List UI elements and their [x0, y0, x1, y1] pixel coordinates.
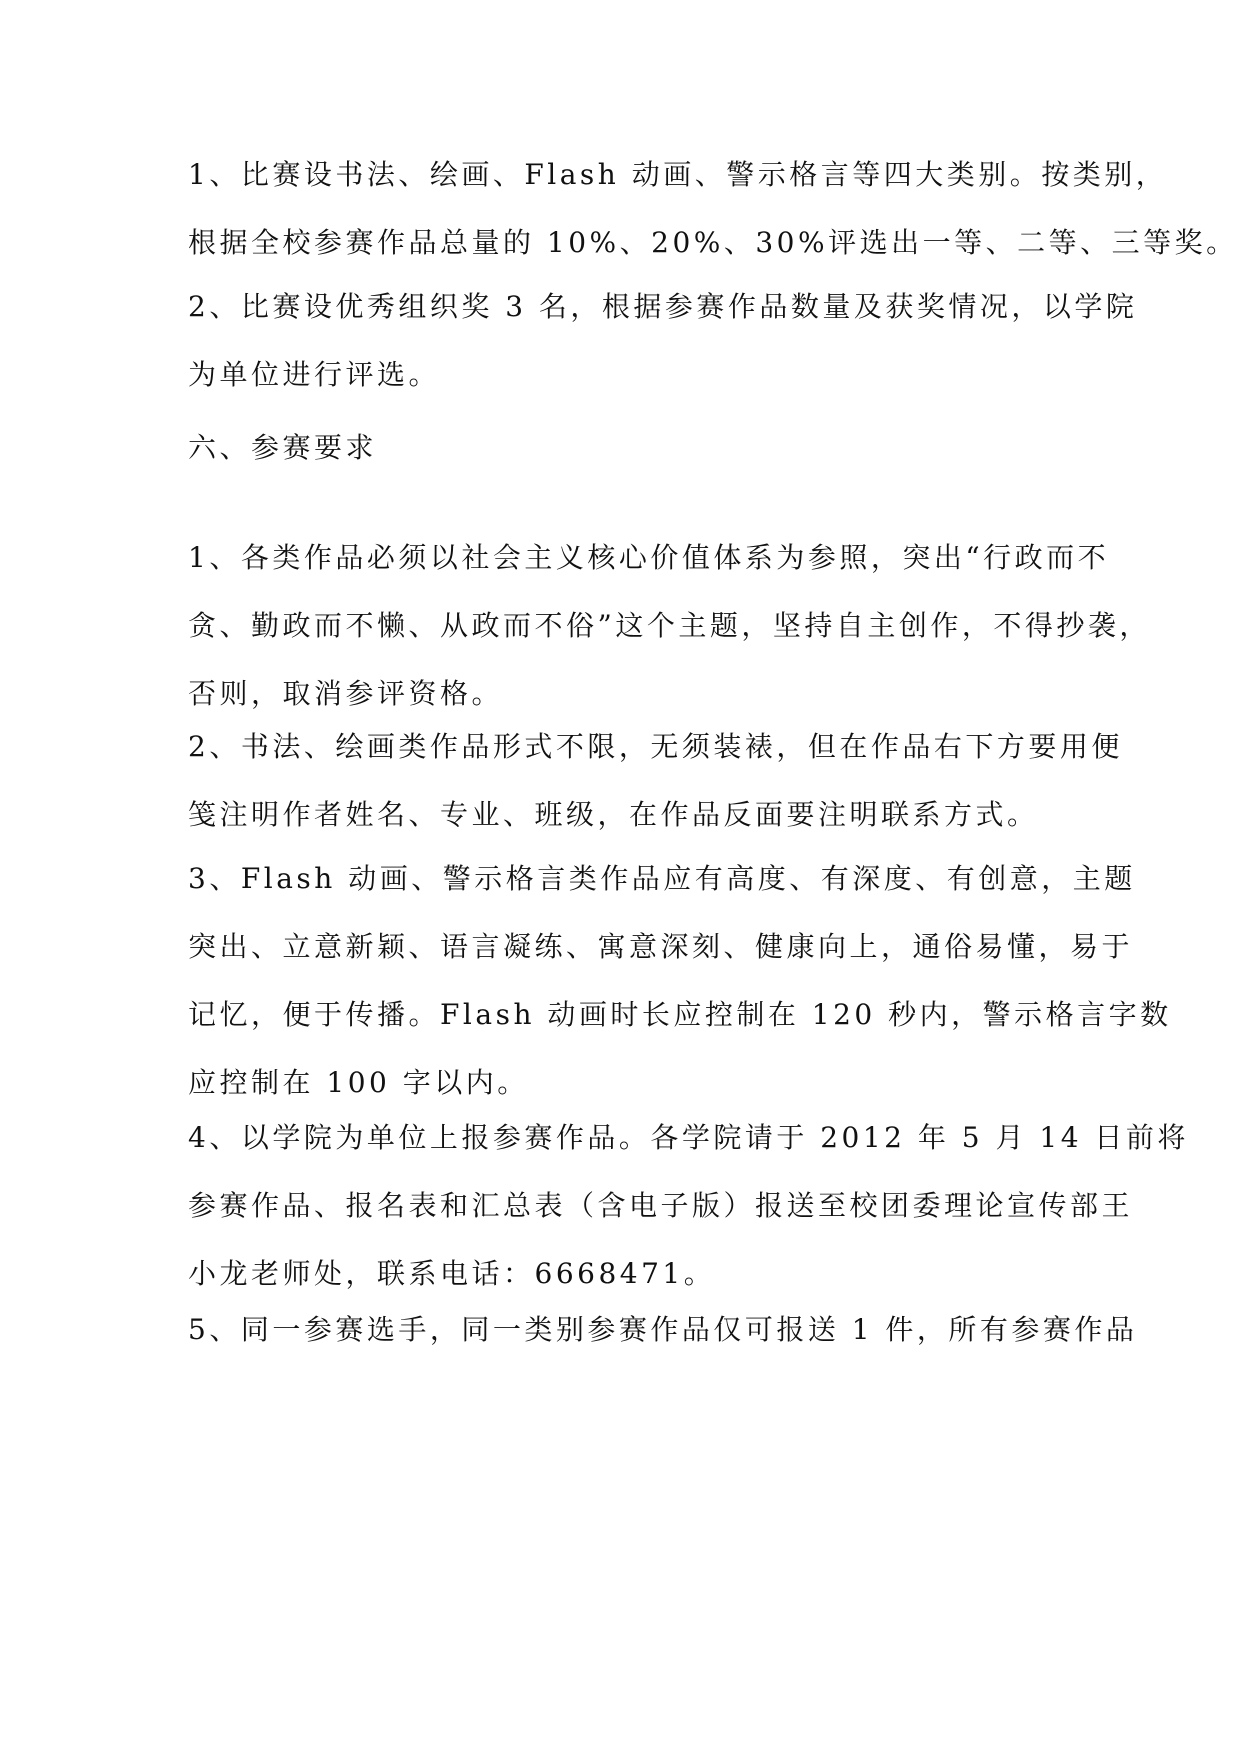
paragraph-requirement-2 — [188, 713, 1123, 849]
text-line: 1、比赛设书法、绘画、Flash 动画、警示格言等四大类别。按类别， — [188, 158, 1168, 191]
text-line: 笺注明作者姓名、专业、班级，在作品反面要注明联系方式。 — [188, 798, 1039, 831]
text-line: 否则，取消参评资格。 — [188, 677, 504, 710]
text-line: 贪、勤政而不懒、从政而不俗”这个主题，坚持自主创作，不得抄袭， — [188, 609, 1151, 642]
text-line: 2、书法、绘画类作品形式不限，无须装裱，但在作品右下方要用便 — [188, 730, 1123, 763]
text-line: 记忆，便于传播。Flash 动画时长应控制在 120 秒内，警示格言字数 — [188, 998, 1172, 1031]
text-line: 根据全校参赛作品总量的 10%、20%、30%评选出一等、二等、三等奖。 — [188, 226, 1238, 259]
paragraph-organization-award — [188, 273, 1138, 409]
paragraph-award-categories — [188, 141, 1238, 277]
text-line: 六、参赛要求 — [188, 431, 378, 464]
text-line: 4、以学院为单位上报参赛作品。各学院请于 2012 年 5 月 14 日前将 — [188, 1121, 1189, 1154]
text-line: 3、Flash 动画、警示格言类作品应有高度、有深度、有创意，主题 — [188, 862, 1136, 895]
text-line: 2、比赛设优秀组织奖 3 名，根据参赛作品数量及获奖情况，以学院 — [188, 290, 1138, 323]
paragraph-requirement-1 — [188, 524, 1151, 728]
paragraph-requirement-5 — [188, 1296, 1138, 1364]
text-line: 参赛作品、报名表和汇总表（含电子版）报送至校团委理论宣传部王 — [188, 1189, 1134, 1222]
text-line: 突出、立意新颖、语言凝练、寓意深刻、健康向上，通俗易懂，易于 — [188, 930, 1134, 963]
text-line: 1、各类作品必须以社会主义核心价值体系为参照，突出“行政而不 — [188, 541, 1110, 574]
text-line: 为单位进行评选。 — [188, 358, 441, 391]
text-line: 5、同一参赛选手，同一类别参赛作品仅可报送 1 件，所有参赛作品 — [188, 1313, 1138, 1346]
paragraph-requirement-4 — [188, 1104, 1189, 1308]
text-line: 应控制在 100 字以内。 — [188, 1066, 529, 1099]
text-line: 小龙老师处，联系电话：6668471。 — [188, 1257, 716, 1290]
paragraph-requirement-3 — [188, 845, 1172, 1117]
section-heading-requirements — [188, 414, 1058, 482]
